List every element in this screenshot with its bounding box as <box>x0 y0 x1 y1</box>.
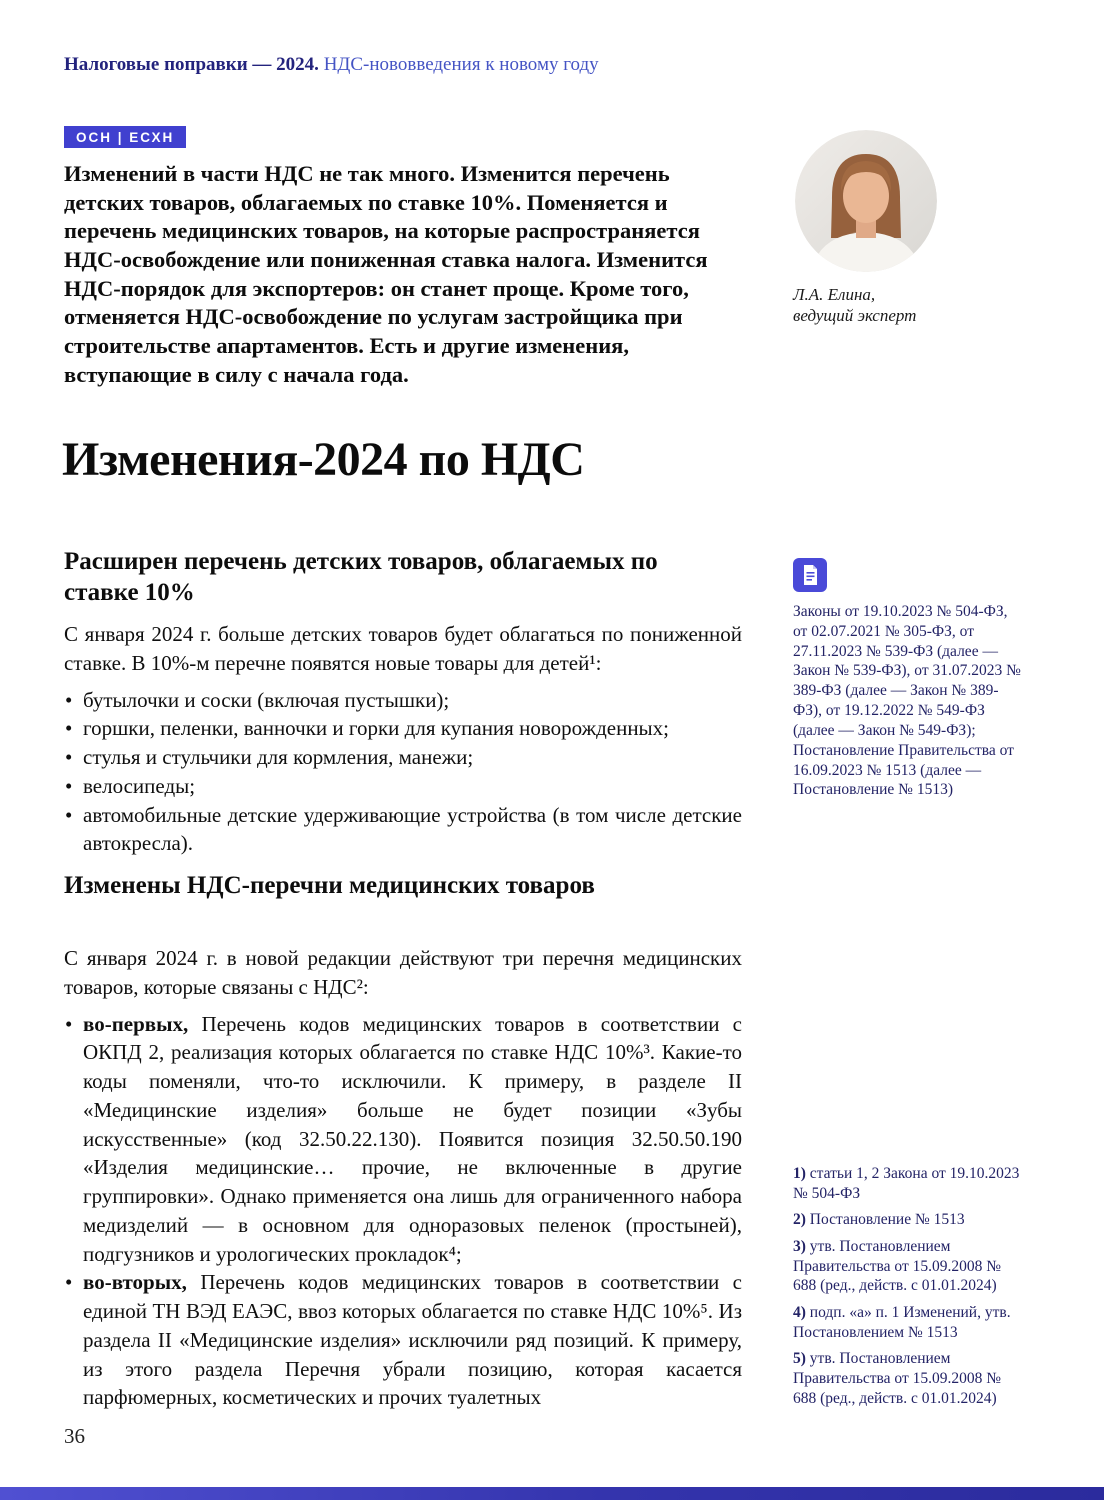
sidebar-legal-reference: Законы от 19.10.2023 № 504-ФЗ, от 02.07.2021 № 305-ФЗ, от 27.11.2023 № 539-ФЗ (далее — Закон № 539-ФЗ), от 31.07.2023 № 389-ФЗ (далее — Закон № 389-ФЗ), от 19.12.2022 № 549-ФЗ (далее — Закон № 549-ФЗ); Постановление Правительства от 16.09.2023 № 1513 (далее — Постановление № 1513) <box>793 603 1021 799</box>
footnote-text: Постановление № 1513 <box>805 1211 965 1229</box>
footnote-text: утв. Постановлением Правительства от 15.09.2008 № 688 (ред., действ. с 01.01.2024) <box>793 1350 1002 1407</box>
footnote-number: 2) <box>793 1211 806 1229</box>
children-goods-list <box>64 686 742 859</box>
list-item <box>64 1268 742 1412</box>
list-item <box>64 1010 742 1269</box>
footnote-text: утв. Постановлением Правительства от 15.09.2008 № 688 (ред., действ. с 01.01.2024) <box>793 1238 1002 1295</box>
list-item: • стулья и стульчики для кормления, манежи; <box>64 743 742 772</box>
medical-goods-list <box>64 1010 742 1413</box>
footnote-number: 4) <box>793 1304 806 1322</box>
bullet-lead: во-вторых, <box>83 1270 187 1295</box>
author-photo <box>795 130 937 272</box>
footnote <box>793 1210 1027 1230</box>
article-title: Изменения-2024 по НДС <box>62 433 585 486</box>
footnote-number: 3) <box>793 1238 806 1256</box>
section-body-medical-goods <box>64 944 742 1412</box>
footnote <box>793 1349 1027 1408</box>
author-caption <box>793 284 1033 327</box>
intro-paragraph: Изменений в части НДС не так много. Изменится перечень детских товаров, облагаемых по ставке 10%. Поменяется и перечень медицинских товаров, на которые распространяется НДС-освобождение или пониженная ставка налога. Изменится НДС-порядок для экспортеров: он станет проще. Кроме того, отменяется НДС-освобождение по услугам застройщика при строительстве апартаментов. Есть и другие изменения, вступающие в силу с начала года. <box>64 161 708 387</box>
paragraph: С января 2024 г. в новой редакции действуют три перечня медицинских товаров, которые связаны с НДС²: <box>64 946 742 999</box>
tax-regime-badge: ОСН | ЕСХН <box>64 126 186 148</box>
list-item: • велосипеды; <box>64 772 742 801</box>
author-name: Л.А. Елина, <box>793 285 876 304</box>
author-portrait-illustration <box>795 130 937 272</box>
bottom-border <box>0 1487 1104 1500</box>
footnote-text: статьи 1, 2 Закона от 19.10.2023 № 504-ФЗ <box>793 1165 1020 1202</box>
list-item: • горшки, пеленки, ванночки и горки для купания новорожденных; <box>64 714 742 743</box>
footnote <box>793 1164 1027 1203</box>
section-heading-medical-goods: Изменены НДС-перечни медицинских товаров <box>64 872 595 899</box>
document-icon <box>793 558 827 592</box>
footnote-number: 5) <box>793 1350 806 1368</box>
bullet-text: Перечень кодов медицинских товаров в соответствии с единой ТН ВЭД ЕАЭС, ввоз которых облагается по ставке НДС 10%⁵. Из раздела II «Медицинские изделия» исключили ряд позиций. К примеру, из этого раздела Перечня убрали позицию, которая касается парфюмерных, косметических и прочих туалетных <box>83 1270 742 1410</box>
sidebar-footnotes <box>793 1164 1027 1415</box>
list-item: • бутылочки и соски (включая пустышки); <box>64 686 742 715</box>
footnote-number: 1) <box>793 1165 806 1182</box>
bullet-text: Перечень кодов медицинских товаров в соответствии с ОКПД 2, реализация которых облагается по ставке НДС 10%³. Какие-то коды поменяли, что-то исключили. К примеру, в разделе II «Медицинские изделия» больше не будет позиции «Зубы искусственные» (код 32.50.22.130). Появится позиция 32.50.50.190 «Изделия медицинские… прочие, не включенные в другие группировки». Однако применяется она лишь для ограниченного набора медизделий — в основном для одноразовых пеленок (простыней), подгузников и урологических прокладок⁴; <box>83 1011 742 1266</box>
list-item: • автомобильные детские удерживающие устройства (в том числе детские автокресла). <box>64 801 742 859</box>
section-body-children-goods <box>64 620 742 858</box>
page-number: 36 <box>64 1424 85 1448</box>
footnote <box>793 1237 1027 1296</box>
running-header-section: Налоговые поправки — 2024. <box>64 54 319 75</box>
section-heading-children-goods: Расширен перечень детских товаров, облагаемых по ставке 10% <box>64 548 658 606</box>
author-role: ведущий эксперт <box>793 306 917 326</box>
running-header-topic: НДС-нововведения к новому году <box>318 54 599 75</box>
running-header <box>64 54 964 76</box>
footnote-text: подп. «а» п. 1 Изменений, утв. Постановлением № 1513 <box>793 1304 1011 1341</box>
bullet-lead: во-первых, <box>83 1011 189 1036</box>
paragraph: С января 2024 г. больше детских товаров будет облагаться по пониженной ставке. В 10%-м перечне появятся новые товары для детей¹: <box>64 622 742 675</box>
footnote <box>793 1303 1027 1342</box>
